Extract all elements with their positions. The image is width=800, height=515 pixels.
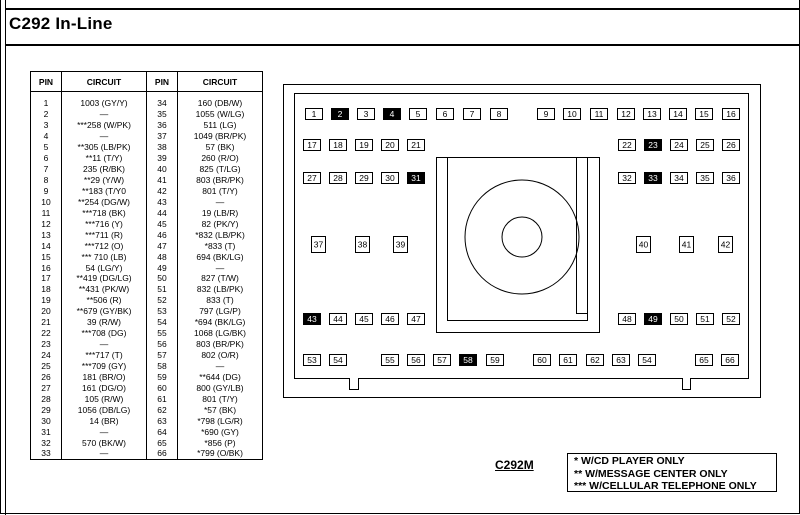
pin-cell: 18 (31, 284, 62, 295)
connector-pin-label: 14 (673, 109, 683, 119)
pin-cell: 7 (31, 164, 62, 175)
circuit-cell: ***258 (W/PK) (62, 120, 147, 131)
pin-cell: 51 (147, 284, 178, 295)
pin-cell: 25 (31, 361, 62, 372)
connector-pin-label: 49 (648, 314, 658, 324)
circuit-cell: 161 (DG/O) (62, 382, 147, 393)
pin-cell: 43 (147, 196, 178, 207)
connector-pin-label: 22 (622, 140, 632, 150)
circuit-cell: *799 (O/BK) (178, 448, 263, 459)
pin-cell: 4 (31, 131, 62, 142)
circuit-cell: 54 (LG/Y) (62, 262, 147, 273)
pin-cell: 64 (147, 426, 178, 437)
circuit-cell: *798 (LG/R) (178, 415, 263, 426)
circuit-cell: ***717 (T) (62, 350, 147, 361)
pin-cell: 5 (31, 142, 62, 153)
pin-cell: 31 (31, 426, 62, 437)
pin-cell: 65 (147, 437, 178, 448)
legend-item-cellular-telephone: *** W/CELLULAR TELEPHONE ONLY (574, 480, 757, 492)
circuit-cell: 833 (T) (178, 295, 263, 306)
connector-pin-label: 47 (411, 314, 421, 324)
circuit-cell: *** 710 (LB) (62, 251, 147, 262)
connector-pin-label: 35 (700, 173, 710, 183)
connector-pin-label: 45 (359, 314, 369, 324)
connector-pin-label: 31 (411, 173, 421, 183)
connector-pins (304, 109, 740, 366)
pin-cell: 47 (147, 240, 178, 251)
center-bolt-inner (502, 217, 542, 257)
circuit-cell: 800 (GY/LB) (178, 382, 263, 393)
connector-pin-label: 12 (621, 109, 631, 119)
circuit-cell: — (62, 339, 147, 350)
circuit-cell: 160 (DB/W) (178, 92, 263, 109)
circuit-cell: — (178, 361, 263, 372)
pin-cell: 3 (31, 120, 62, 131)
connector-pin-label: 13 (647, 109, 657, 119)
circuit-cell: ***716 (Y) (62, 218, 147, 229)
circuit-cell: **506 (R) (62, 295, 147, 306)
connector-pin-label: 29 (359, 173, 369, 183)
circuit-cell: 802 (O/R) (178, 350, 263, 361)
circuit-cell: — (62, 109, 147, 120)
pin-cell: 34 (147, 92, 178, 109)
pin-cell: 37 (147, 131, 178, 142)
connector-pin-label: 25 (700, 140, 710, 150)
connector-pin-label: 44 (333, 314, 343, 324)
pin-cell: 58 (147, 361, 178, 372)
pin-cell: 19 (31, 295, 62, 306)
connector-pin-label: 23 (648, 140, 658, 150)
pin-cell: 26 (31, 371, 62, 382)
legend-item-message-center: ** W/MESSAGE CENTER ONLY (574, 467, 728, 480)
connector-pin-label: 60 (537, 355, 547, 365)
connector-pin-label: 43 (307, 314, 317, 324)
connector-pin-label: 66 (725, 355, 735, 365)
pin-cell: 13 (31, 229, 62, 240)
connector-pin-label: 63 (616, 355, 626, 365)
pin-cell: 54 (147, 317, 178, 328)
pin-cell: 42 (147, 186, 178, 197)
connector-pin-label: 16 (726, 109, 736, 119)
circuit-cell: 82 (PK/Y) (178, 218, 263, 229)
connector-pin-label: 58 (463, 355, 473, 365)
connector-pin-label: 57 (437, 355, 447, 365)
connector-pin-label: 56 (411, 355, 421, 365)
center-cavity-rail (577, 158, 588, 314)
pin-cell: 66 (147, 448, 178, 459)
pin-cell: 20 (31, 306, 62, 317)
pin-cell: 17 (31, 273, 62, 284)
pin-cell: 41 (147, 175, 178, 186)
circuit-cell: **183 (T/Y0 (62, 186, 147, 197)
connector-pin-label: 26 (726, 140, 736, 150)
circuit-cell: 235 (R/BK) (62, 164, 147, 175)
pin-cell: 53 (147, 306, 178, 317)
pin-cell: 45 (147, 218, 178, 229)
circuit-cell: 1049 (BR/PK) (178, 131, 263, 142)
connector-pin-label: 65 (699, 355, 709, 365)
circuit-cell: ***708 (DG) (62, 328, 147, 339)
circuit-cell: ***711 (R) (62, 229, 147, 240)
circuit-cell: 57 (BK) (178, 142, 263, 153)
connector-pin-label: 18 (333, 140, 343, 150)
pin-cell: 39 (147, 153, 178, 164)
circuit-cell: 1056 (DB/LG) (62, 404, 147, 415)
pin-cell: 57 (147, 350, 178, 361)
pin-cell: 14 (31, 240, 62, 251)
connector-pin-label: 19 (359, 140, 369, 150)
pin-cell: 62 (147, 404, 178, 415)
circuit-cell: 1055 (W/LG) (178, 109, 263, 120)
circuit-cell: 1068 (LG/BK) (178, 328, 263, 339)
connector-pin-label: 42 (720, 239, 731, 250)
circuit-cell: ***709 (GY) (62, 361, 147, 372)
legend-box (567, 453, 777, 492)
connector-pin-label: 1 (311, 109, 317, 119)
circuit-cell: **11 (T/Y) (62, 153, 147, 164)
header-pin-left: PIN (31, 72, 62, 92)
circuit-cell: **254 (DG/W) (62, 196, 147, 207)
pin-cell: 23 (31, 339, 62, 350)
pin-cell: 30 (31, 415, 62, 426)
pin-cell: 6 (31, 153, 62, 164)
connector-pin-label: 17 (307, 140, 317, 150)
connector-pin-label: 30 (385, 173, 395, 183)
pin-cell: 21 (31, 317, 62, 328)
connector-pin-label: 6 (442, 109, 448, 119)
circuit-cell: 511 (LG) (178, 120, 263, 131)
connector-pin-label: 55 (385, 355, 395, 365)
circuit-cell: 39 (R/W) (62, 317, 147, 328)
connector-pin-label: 46 (385, 314, 395, 324)
pin-cell: 27 (31, 382, 62, 393)
connector-pin-label: 54 (333, 355, 343, 365)
circuit-cell: 260 (R/O) (178, 153, 263, 164)
pin-cell: 52 (147, 295, 178, 306)
pin-cell: 35 (147, 109, 178, 120)
connector-pin-label: 41 (681, 239, 692, 250)
circuit-cell: **431 (PK/W) (62, 284, 147, 295)
pin-cell: 56 (147, 339, 178, 350)
connector-pin-label: 53 (307, 355, 317, 365)
circuit-cell: *832 (LB/PK) (178, 229, 263, 240)
connector-pin-label: 28 (333, 173, 343, 183)
pin-cell: 32 (31, 437, 62, 448)
connector-pin-label: 21 (411, 140, 421, 150)
circuit-cell: — (62, 448, 147, 459)
pin-cell: 48 (147, 251, 178, 262)
circuit-cell: — (62, 131, 147, 142)
connector-pin-label: 62 (590, 355, 600, 365)
pin-cell: 49 (147, 262, 178, 273)
circuit-cell: **644 (DG) (178, 371, 263, 382)
connector-pin-label: 7 (469, 109, 475, 119)
pin-cell: 12 (31, 218, 62, 229)
pin-cell: 22 (31, 328, 62, 339)
pin-cell: 11 (31, 207, 62, 218)
circuit-cell: 181 (BR/O) (62, 371, 147, 382)
connector-pin-label: 11 (594, 109, 604, 119)
center-cavity-inner (448, 158, 588, 321)
pin-cell: 55 (147, 328, 178, 339)
pin-cell: 46 (147, 229, 178, 240)
legend-item-cd-player: * W/CD PLAYER ONLY (574, 455, 685, 467)
connector-pin-label: 20 (385, 140, 395, 150)
circuit-cell: *694 (BK/LG) (178, 317, 263, 328)
circuit-cell: 832 (LB/PK) (178, 284, 263, 295)
connector-pin-label: 27 (307, 173, 317, 183)
circuit-cell: 694 (BK/LG) (178, 251, 263, 262)
header-pin-right: PIN (147, 72, 178, 92)
circuit-cell: 19 (LB/R) (178, 207, 263, 218)
connector-pin-label: 9 (543, 109, 549, 119)
connector-pin-label: 39 (395, 239, 406, 250)
connector-pin-label: 34 (674, 173, 684, 183)
circuit-cell: 803 (BR/PK) (178, 339, 263, 350)
pin-cell: 15 (31, 251, 62, 262)
connector-pin-label: 24 (674, 140, 684, 150)
connector-pin-label: 40 (638, 239, 649, 250)
circuit-cell: *833 (T) (178, 240, 263, 251)
circuit-cell: — (178, 196, 263, 207)
connector-pin-label: 51 (700, 314, 710, 324)
connector-pin-label: 61 (563, 355, 573, 365)
circuit-cell: 14 (BR) (62, 415, 147, 426)
page-title: C292 In-Line (9, 14, 113, 33)
circuit-cell: 797 (LG/P) (178, 306, 263, 317)
pin-cell: 38 (147, 142, 178, 153)
pin-cell: 63 (147, 415, 178, 426)
pin-cell: 8 (31, 175, 62, 186)
pin-cell: 10 (31, 196, 62, 207)
header-circuit-right: CIRCUIT (178, 72, 263, 92)
circuit-cell: — (178, 262, 263, 273)
connector-pin-label: 2 (337, 109, 343, 119)
circuit-cell: 803 (BR/PK) (178, 175, 263, 186)
circuit-cell: — (62, 426, 147, 437)
connector-pin-label: 52 (726, 314, 736, 324)
circuit-cell: ***712 (O) (62, 240, 147, 251)
circuit-cell: *856 (P) (178, 437, 263, 448)
pin-cell: 59 (147, 371, 178, 382)
connector-pin-label: 54 (642, 355, 652, 365)
circuit-cell: 801 (T/Y) (178, 186, 263, 197)
pin-cell: 50 (147, 273, 178, 284)
pin-cell: 1 (31, 92, 62, 109)
center-bolt-outer (465, 180, 579, 294)
connector-pin-label: 3 (363, 109, 369, 119)
connector-pin-label: 48 (622, 314, 632, 324)
connector-pin-label: 50 (674, 314, 684, 324)
connector-pin-label: 37 (313, 239, 324, 250)
connector-pin-label: 5 (415, 109, 421, 119)
circuit-cell: 1003 (GY/Y) (62, 92, 147, 109)
connector-pin-label: 4 (389, 109, 395, 119)
circuit-cell: 570 (BK/W) (62, 437, 147, 448)
pin-cell: 9 (31, 186, 62, 197)
pin-cell: 61 (147, 393, 178, 404)
circuit-cell: **679 (GY/BK) (62, 306, 147, 317)
pin-cell: 2 (31, 109, 62, 120)
circuit-cell: 801 (T/Y) (178, 393, 263, 404)
pin-cell: 33 (31, 448, 62, 459)
pin-cell: 29 (31, 404, 62, 415)
connector-pin-label: 36 (726, 173, 736, 183)
connector-pin-label: 15 (699, 109, 709, 119)
connector-pin-label: 33 (648, 173, 658, 183)
circuit-cell: *690 (GY) (178, 426, 263, 437)
pin-cell: 60 (147, 382, 178, 393)
header-circuit-left: CIRCUIT (62, 72, 147, 92)
circuit-cell: 105 (R/W) (62, 393, 147, 404)
pin-cell: 40 (147, 164, 178, 175)
connector-pin-label: 32 (622, 173, 632, 183)
circuit-cell: **419 (DG/LG) (62, 273, 147, 284)
connector-label: C292M (495, 458, 534, 472)
circuit-cell: 827 (T/W) (178, 273, 263, 284)
circuit-cell: **305 (LB/PK) (62, 142, 147, 153)
pin-cell: 28 (31, 393, 62, 404)
pin-cell: 16 (31, 262, 62, 273)
circuit-cell: ***718 (BK) (62, 207, 147, 218)
pin-cell: 36 (147, 120, 178, 131)
center-cavity (437, 158, 600, 333)
circuit-cell: 825 (T/LG) (178, 164, 263, 175)
pin-cell: 44 (147, 207, 178, 218)
connector-pin-label: 59 (490, 355, 500, 365)
circuit-cell: **29 (Y/W) (62, 175, 147, 186)
pin-cell: 24 (31, 350, 62, 361)
connector-pin-label: 38 (357, 239, 368, 250)
circuit-cell: *57 (BK) (178, 404, 263, 415)
connector-pin-label: 10 (567, 109, 577, 119)
connector-pin-label: 8 (496, 109, 502, 119)
